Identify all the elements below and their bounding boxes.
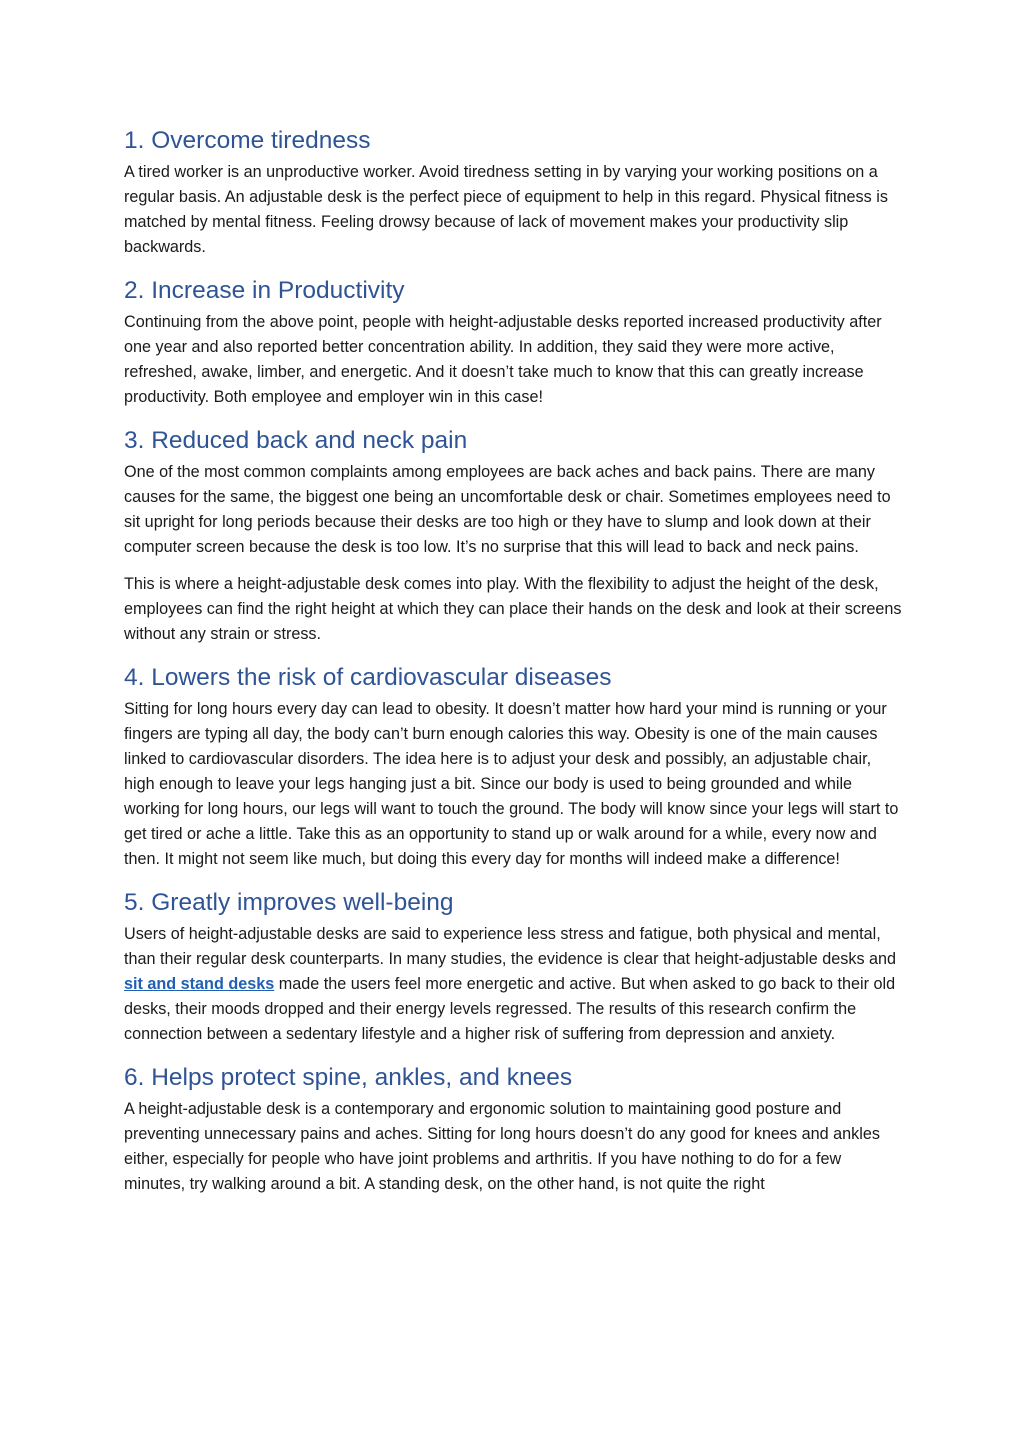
section-heading: 3. Reduced back and neck pain (124, 427, 468, 454)
paragraph-text-after-link: made the users feel more energetic and active. But when asked to go back to their old desks, their moods dropped and their energy levels regressed. The results of this research confirm the connection between a sedentary lifestyle and a higher risk of suffering from depression and anxiety. (124, 975, 896, 1043)
document-page (124, 124, 904, 1211)
section-overcome-tiredness (124, 124, 904, 260)
section-paragraph: Continuing from the above point, people with height-adjustable desks reported increased productivity after one year and also reported better concentration ability. In addition, they said they were more active, refreshed, awake, limber, and energetic. And it doesn’t take much to know that this can greatly increase productivity. Both employee and employer win in this case! (124, 313, 882, 406)
section-paragraph: This is where a height-adjustable desk comes into play. With the flexibility to adjust the height of the desk, employees can find the right height at which they can place their hands on the desk and look at their screens without any strain or stress. (124, 575, 902, 643)
section-paragraph: A height-adjustable desk is a contemporary and ergonomic solution to maintaining good posture and preventing unnecessary pains and aches. Sitting for long hours doesn’t do any good for knees and ankles either, especially for people who have joint problems and arthritis. If you have nothing to do for a few minutes, try walking around a bit. A standing desk, on the other hand, is not quite the right (124, 1100, 880, 1193)
section-heading: 1. Overcome tiredness (124, 127, 371, 154)
section-paragraph: One of the most common complaints among employees are back aches and back pains. There are many causes for the same, the biggest one being an uncomfortable desk or chair. Sometimes employees need to sit upright for long periods because their desks are too high or they have to slump and look down at their computer screen because the desk is too low. It’s no surprise that this will lead to back and neck pains. (124, 463, 891, 556)
section-heading: 6. Helps protect spine, ankles, and knees (124, 1064, 573, 1091)
paragraph-text-before-link: Users of height-adjustable desks are said to experience less stress and fatigue, both physical and mental, than their regular desk counterparts. In many studies, the evidence is clear that height-adjustable desks and (124, 925, 897, 968)
section-cardiovascular (124, 661, 904, 872)
section-heading: 4. Lowers the risk of cardiovascular diseases (124, 664, 612, 691)
section-paragraph (124, 922, 904, 1047)
section-paragraph: Sitting for long hours every day can lead to obesity. It doesn’t matter how hard your mind is running or your fingers are typing all day, the body can’t burn enough calories this way. Obesity is one of the main causes linked to cardiovascular disorders. The idea here is to adjust your desk and possibly, an adjustable chair, high enough to leave your legs hanging just a bit. Since our body is used to being grounded and while working for long hours, our legs will want to touch the ground. The body will know since your legs will start to get tired or ache a little. Take this as an opportunity to stand up or walk around for a while, every now and then. It might not seem like much, but doing this every day for months will indeed make a difference! (124, 700, 899, 868)
section-spine-ankles-knees (124, 1061, 904, 1197)
section-increase-productivity (124, 274, 904, 410)
sit-and-stand-desks-link[interactable]: sit and stand desks (124, 975, 275, 993)
section-reduced-back-neck-pain (124, 424, 904, 647)
section-paragraph: A tired worker is an unproductive worker. Avoid tiredness setting in by varying your working positions on a regular basis. An adjustable desk is the perfect piece of equipment to help in this regard. Physical fitness is matched by mental fitness. Feeling drowsy because of lack of movement makes your productivity slip backwards. (124, 163, 888, 256)
section-heading: 2. Increase in Productivity (124, 277, 405, 304)
section-well-being (124, 886, 904, 1047)
section-heading: 5. Greatly improves well-being (124, 889, 454, 916)
